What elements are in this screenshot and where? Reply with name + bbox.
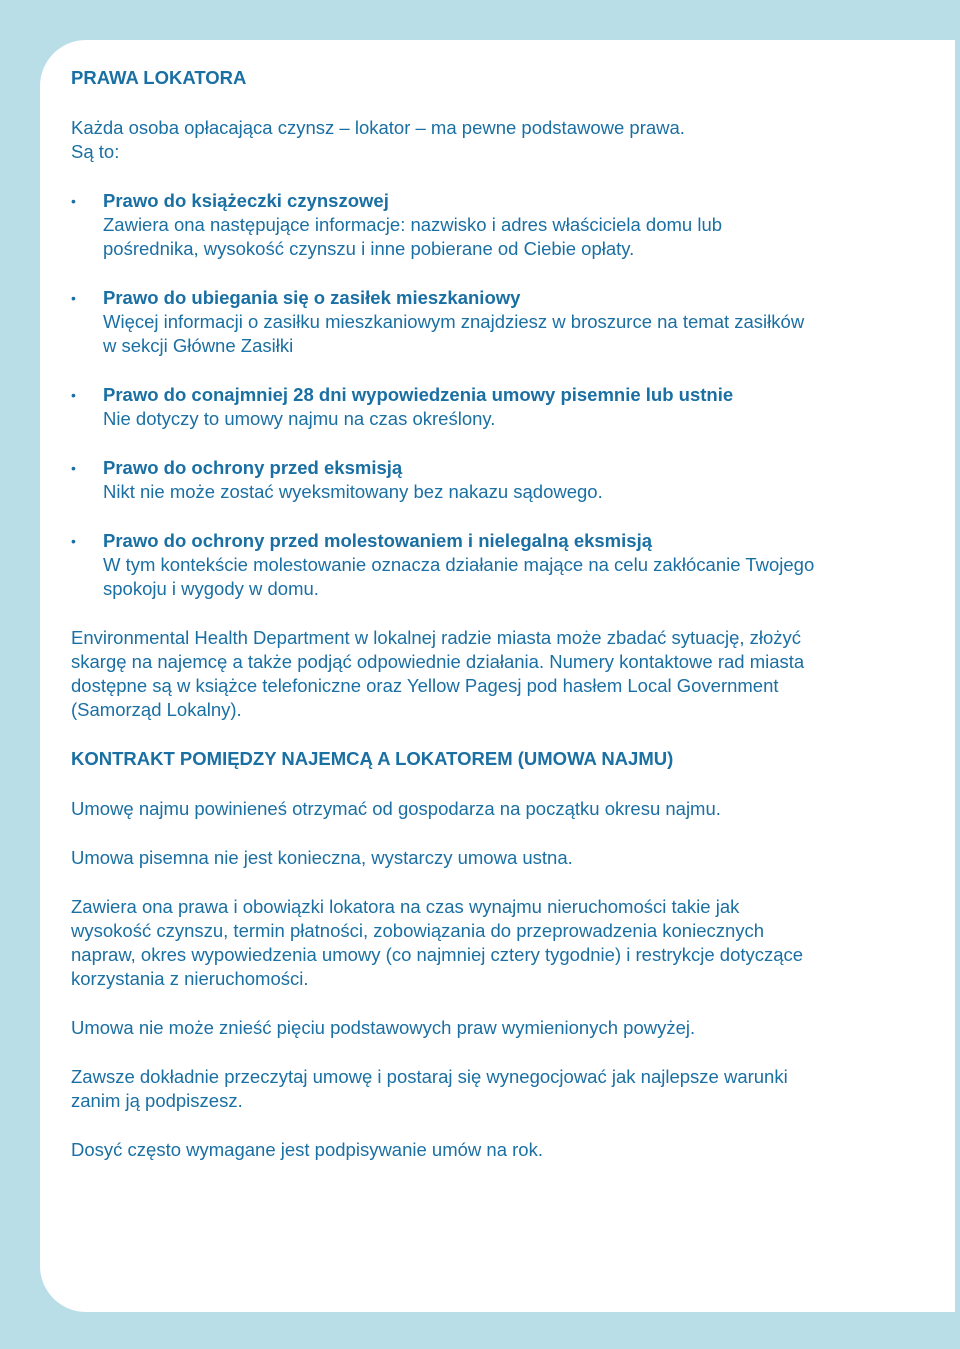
paragraph-line: (Samorząd Lokalny). xyxy=(71,699,242,720)
right-title: Prawo do ochrony przed eksmisją xyxy=(103,457,403,478)
intro-line: Są to: xyxy=(71,141,120,162)
right-title: Prawo do ubiegania się o zasiłek mieszkaniowy xyxy=(103,287,521,308)
paragraph-line: zanim ją podpiszesz. xyxy=(71,1090,243,1111)
bullet-icon: • xyxy=(71,290,76,306)
document-content xyxy=(71,66,901,1162)
paragraph-line: dostępne są w książce telefoniczne oraz Yellow Pagesj pod hasłem Local Government xyxy=(71,675,779,696)
right-text-line: W tym kontekście molestowanie oznacza działanie mające na celu zakłócanie Twojego xyxy=(103,554,815,575)
right-text-line: Nikt nie może zostać wyeksmitowany bez nakazu sądowego. xyxy=(103,481,603,502)
bullet-icon: • xyxy=(71,193,76,209)
right-item-harassment-protection xyxy=(71,529,901,601)
intro-paragraph xyxy=(71,116,901,164)
right-item-rent-book xyxy=(71,189,901,261)
right-text-line: Zawiera ona następujące informacje: nazwisko i adres właściciela domu lub xyxy=(103,214,723,235)
bullet-icon: • xyxy=(71,533,76,549)
paragraph-line: Zawsze dokładnie przeczytaj umowę i postaraj się wynegocjować jak najlepsze warunki xyxy=(71,1066,788,1087)
heading-tenancy-agreement: KONTRAKT POMIĘDZY NAJEMCĄ A LOKATOREM (UMOWA NAJMU) xyxy=(71,748,674,769)
right-text-line: w sekcji Główne Zasiłki xyxy=(103,335,294,356)
right-text-line: Nie dotyczy to umowy najmu na czas określony. xyxy=(103,408,496,429)
paragraph-line: skargę na najemcę a także podjąć odpowiednie działania. Numery kontaktowe rad miasta xyxy=(71,651,805,672)
paragraph-line: korzystania z nieruchomości. xyxy=(71,968,309,989)
right-text-line: spokoju i wygody w domu. xyxy=(103,578,319,599)
paragraph-line: Zawiera ona prawa i obowiązki lokatora na czas wynajmu nieruchomości takie jak xyxy=(71,896,740,917)
right-title: Prawo do ochrony przed molestowaniem i nielegalną eksmisją xyxy=(103,530,652,551)
agreement-paragraph-5 xyxy=(71,1065,901,1113)
right-text-line: Więcej informacji o zasiłku mieszkaniowym znajdziesz w broszurce na temat zasiłków xyxy=(103,311,805,332)
paragraph-line: wysokość czynszu, termin płatności, zobowiązania do przeprowadzenia koniecznych xyxy=(71,920,765,941)
agreement-paragraph-4: Umowa nie może znieść pięciu podstawowych praw wymienionych powyżej. xyxy=(71,1017,696,1038)
environmental-health-paragraph xyxy=(71,626,901,722)
right-title: Prawo do conajmniej 28 dni wypowiedzenia umowy pisemnie lub ustnie xyxy=(103,384,734,405)
agreement-paragraph-3 xyxy=(71,895,901,991)
paragraph-line: napraw, okres wypowiedzenia umowy (co najmniej cztery tygodnie) i restrykcje dotyczące xyxy=(71,944,804,965)
bullet-icon: • xyxy=(71,460,76,476)
right-item-eviction-protection xyxy=(71,456,901,504)
agreement-paragraph-2: Umowa pisemna nie jest konieczna, wystarczy umowa ustna. xyxy=(71,847,573,868)
agreement-paragraph-1: Umowę najmu powinieneś otrzymać od gospodarza na początku okresu najmu. xyxy=(71,798,721,819)
right-title: Prawo do książeczki czynszowej xyxy=(103,190,389,211)
agreement-paragraph-6: Dosyć często wymagane jest podpisywanie umów na rok. xyxy=(71,1139,543,1160)
intro-line: Każda osoba opłacająca czynsz – lokator – ma pewne podstawowe prawa. xyxy=(71,117,685,138)
paragraph-line: Environmental Health Department w lokalnej radzie miasta może zbadać sytuację, złożyć xyxy=(71,627,802,648)
bullet-icon: • xyxy=(71,387,76,403)
right-text-line: pośrednika, wysokość czynszu i inne pobierane od Ciebie opłaty. xyxy=(103,238,635,259)
right-item-housing-benefit xyxy=(71,286,901,358)
rights-list xyxy=(71,189,901,601)
heading-tenant-rights: PRAWA LOKATORA xyxy=(71,67,247,88)
right-item-notice xyxy=(71,383,901,431)
